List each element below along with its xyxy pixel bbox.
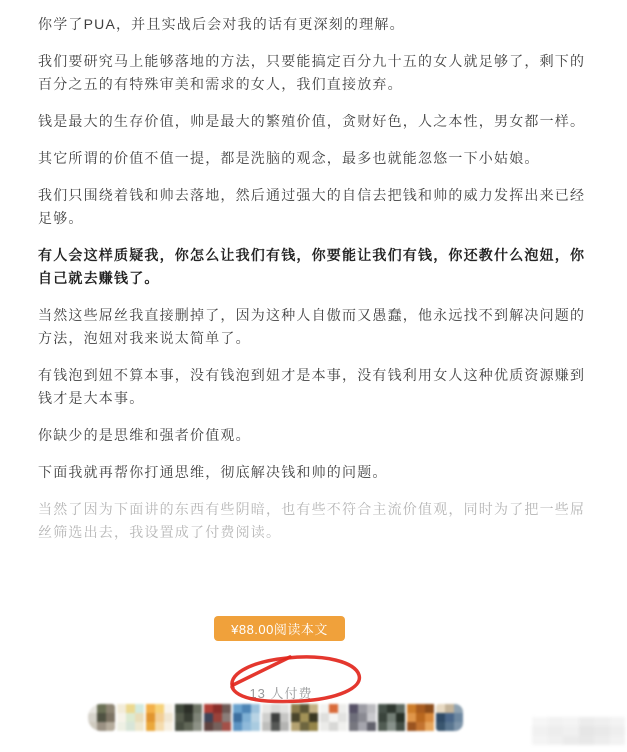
paid-user-avatar	[407, 704, 434, 731]
pay-to-read-button[interactable]: ¥88.00阅读本文	[214, 616, 345, 641]
paid-users-avatar-strip	[88, 704, 463, 731]
paid-user-avatar	[204, 704, 231, 731]
paid-user-avatar	[117, 704, 144, 731]
paid-count-label: 13 人付费	[249, 686, 313, 701]
paid-user-avatar	[378, 704, 405, 731]
paid-user-avatar	[320, 704, 347, 731]
article-paragraph: 有人会这样质疑我，你怎么让我们有钱，你要能让我们有钱，你还教什么泡妞，你自己就去赚钱了。	[38, 247, 586, 286]
paid-user-avatar	[291, 704, 318, 731]
paid-user-avatar	[88, 704, 115, 731]
article-paragraph: 当然这些屌丝我直接删掉了，因为这种人自傲而又愚蠢，他永远找不到解决问题的方法，泡妞对我来说太简单了。	[38, 307, 586, 346]
paid-user-avatar	[262, 704, 289, 731]
article-paragraph: 你学了PUA，并且实战后会对我的话有更深刻的理解。	[38, 16, 405, 32]
paid-user-avatar	[233, 704, 260, 731]
paid-user-avatar	[436, 704, 463, 731]
article-paragraph: 你缺少的是思维和强者价值观。	[38, 427, 251, 443]
blurred-watermark-container	[532, 717, 625, 745]
article-paragraph: 钱是最大的生存价值，帅是最大的繁殖价值，贪财好色，人之本性，男女都一样。	[38, 113, 586, 129]
blurred-watermark	[532, 717, 625, 745]
article-paragraph: 有钱泡到妞不算本事，没有钱泡到妞才是本事，没有钱利用女人这种优质资源赚到钱才是大本事。	[38, 367, 586, 406]
article-paragraph: 我们要研究马上能够落地的方法，只要能搞定百分九十五的女人就足够了，剩下的百分之五的有特殊审美和需求的女人，我们直接放弃。	[38, 53, 586, 92]
article-paragraph: 其它所谓的价值不值一提，都是洗脑的观念，最多也就能忽悠一下小姑娘。	[38, 150, 540, 166]
article-paragraph: 当然了因为下面讲的东西有些阴暗，也有些不符合主流价值观，同时为了把一些屌丝筛选出去，我设置成了付费阅读。	[38, 501, 586, 540]
paid-user-avatar	[349, 704, 376, 731]
article-paragraph: 我们只围绕着钱和帅去落地，然后通过强大的自信去把钱和帅的威力发挥出来已经足够。	[38, 187, 586, 226]
paid-user-avatar	[146, 704, 173, 731]
paid-user-avatar	[175, 704, 202, 731]
article-paragraph: 下面我就再帮你打通思维，彻底解决钱和帅的问题。	[38, 464, 388, 480]
